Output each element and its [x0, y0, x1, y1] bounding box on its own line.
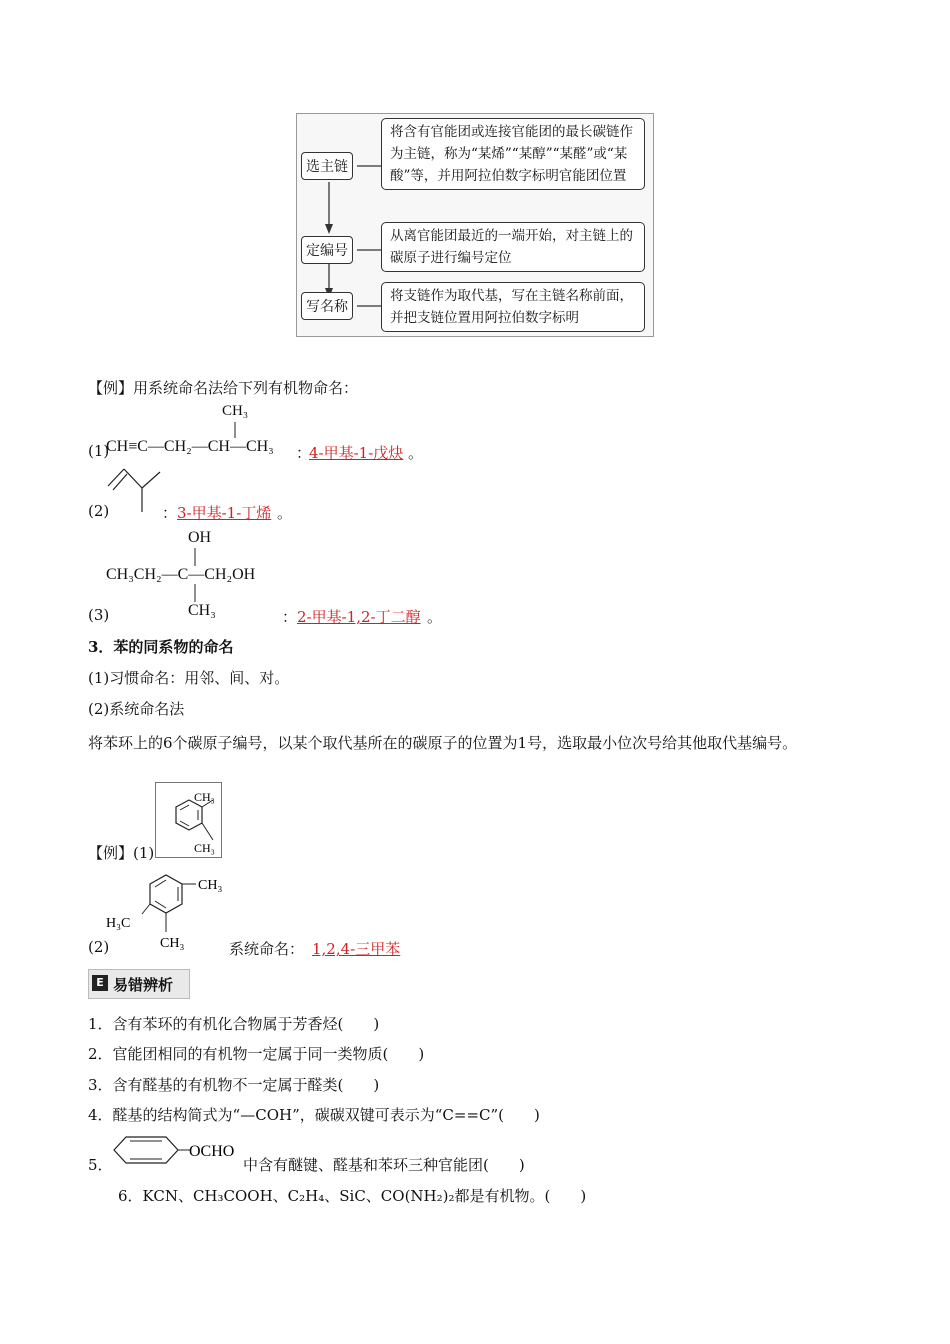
- end-1: 。: [408, 444, 424, 462]
- example-intro: 【例】用系统命名法给下列有机物命名：: [88, 379, 359, 397]
- step-write-name-desc: 将支链作为取代基，写在主链名称前面，并把支链位置用阿拉伯数字标明: [381, 282, 645, 332]
- answer-trimethylbenzene: 1,2,4-三甲苯: [312, 940, 401, 958]
- formula3-ch3: CH₃: [188, 602, 216, 619]
- ocho-group: OCHO: [189, 1143, 235, 1160]
- colon-3: ：: [282, 608, 298, 626]
- section3-p3: 将苯环上的6个碳原子编号，以某个取代基所在的碳原子的位置为1号，选取最小位次号给其他取代基编号。: [88, 734, 798, 752]
- question-1: 1．含有苯环的有机化合物属于芳香烃( ): [88, 1015, 380, 1033]
- common-mistakes-tag: [88, 969, 190, 999]
- end-3: 。: [427, 608, 443, 626]
- tag-title: 易错辨析: [113, 976, 174, 994]
- question-6: 6．KCN、CH₃COOH、C₂H₄、SiC、CO(NH₂)₂都是有机物。( ): [118, 1187, 587, 1205]
- naming-flowchart: [296, 113, 654, 337]
- section3-p2: (2)系统命名法: [88, 700, 185, 718]
- ring1-group-2: CH₃: [194, 841, 215, 855]
- answer-1: 4-甲基-1-戊炔: [309, 444, 404, 462]
- benzene-ring-1: [156, 783, 221, 857]
- skeletal-methylbutene: [104, 466, 164, 518]
- formula3-oh: OH: [188, 529, 212, 546]
- ring1-group-1: CH₃: [194, 790, 215, 804]
- step-select-main-chain: 选主链: [301, 152, 353, 180]
- example2-label1: 【例】(1): [88, 844, 155, 862]
- question-2: 2．官能团相同的有机物一定属于同一类物质( ): [88, 1045, 425, 1063]
- colon-1: ：: [296, 444, 312, 462]
- svg-text:CH₃: CH₃: [160, 936, 185, 951]
- answer-2: 3-甲基-1-丁烯: [177, 504, 272, 522]
- xylene-structure: [155, 782, 222, 858]
- svg-text:CH₃: CH₃: [198, 878, 223, 893]
- answer-3: 2-甲基-1,2-丁二醇: [297, 608, 421, 626]
- system-name-label: 系统命名：: [229, 940, 305, 958]
- section3-p1: (1)习惯命名：用邻、间、对。: [88, 669, 290, 687]
- step-numbering-desc: 从离官能团最近的一端开始，对主链上的碳原子进行编号定位: [381, 222, 645, 272]
- colon-2: ：: [162, 504, 178, 522]
- question-3: 3．含有醛基的有机物不一定属于醛类( ): [88, 1076, 380, 1094]
- example1-num: (1): [88, 442, 110, 460]
- formula-pentyne: CH≡C—CH₂—CH—CH₃: [106, 438, 274, 455]
- svg-text:H₃C: H₃C: [106, 916, 131, 931]
- example2-label2: (2): [88, 938, 110, 956]
- step-select-main-chain-desc: 将含有官能团或连接官能团的最长碳链作为主链，称为“某烯”“某醇”“某醛”或“某酸”等，并用阿拉伯数字标明官能团位置: [381, 118, 645, 190]
- section3-title: 3．苯的同系物的命名: [88, 638, 234, 656]
- question-4: 4．醛基的结构简式为“—COH”，碳碳双键可表示为“C==C”( ): [88, 1106, 540, 1124]
- e-badge-icon: E: [92, 975, 108, 991]
- trimethylbenzene-structure: [104, 864, 236, 954]
- example3-num: (3): [88, 606, 110, 624]
- phenyl-formate-structure: [110, 1134, 250, 1168]
- end-2: 。: [277, 504, 293, 522]
- formula1-methyl: CH₃: [222, 403, 249, 419]
- formula-butanediol: CH₃CH₂—C—CH₂OH: [106, 566, 256, 583]
- step-numbering: 定编号: [301, 236, 353, 264]
- step-write-name: 写名称: [301, 292, 353, 320]
- example2-num: (2): [88, 502, 110, 520]
- question-5: 中含有醚键、醛基和苯环三种官能团( ): [243, 1156, 525, 1174]
- question-5-num: 5．: [88, 1156, 113, 1174]
